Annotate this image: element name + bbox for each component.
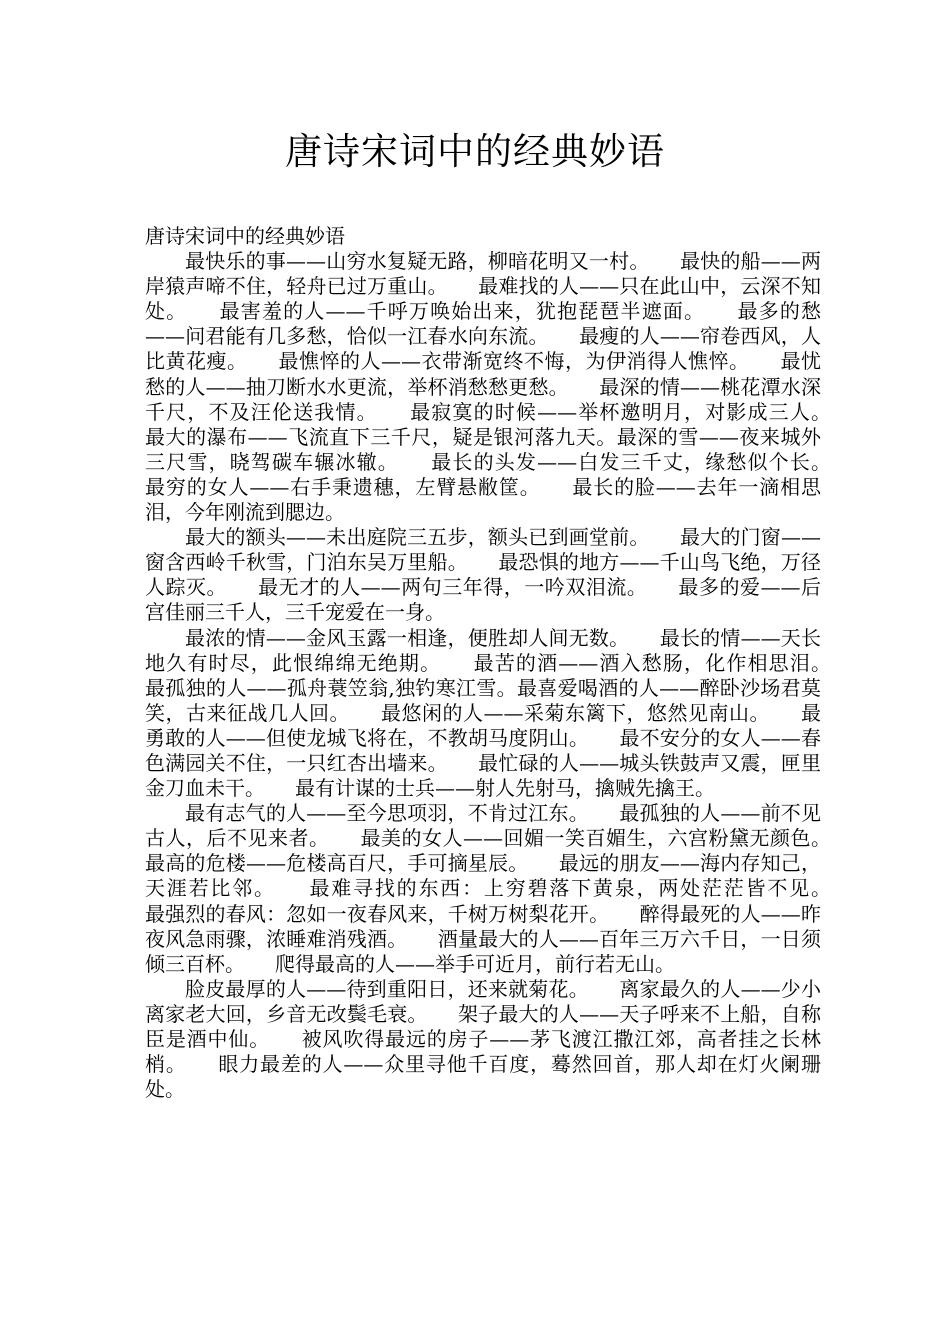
document-title: 唐诗宋词中的经典妙语 [285, 130, 665, 173]
paragraph: 最大的额头——未出庭院三五步，额头已到画堂前。 最大的门窗——窗含西岭千秋雪，门泊东吴万里船。 最恐惧的地方——千山鸟飞绝，万径人踪灭。 最无才的人——两句三年得，一吟双泪流。 最多的爱——后宫佳丽三千人，三千宠爱在一身。 [145, 525, 821, 625]
document-body [145, 224, 861, 1102]
paragraph: 最浓的情——金风玉露一相逢，便胜却人间无数。 最长的情——天长地久有时尽，此恨绵绵无绝期。 最苦的酒——酒入愁肠，化作相思泪。 最孤独的人——孤舟蓑笠翁,独钓寒江雪。最喜爱喝酒的人——醉卧沙场君莫笑，古来征战几人回。 最悠闲的人——采菊东篱下，悠然见南山。 最勇敢的人——但使龙城飞将在，不教胡马度阴山。 最不安分的女人——春色满园关不住，一只红杏出墙来。 最忙碌的人——城头铁鼓声又震，匣里金刀血未干。 最有计谋的士兵——射人先射马，擒贼先擒王。 [145, 625, 861, 801]
document-subtitle: 唐诗宋词中的经典妙语 [145, 224, 345, 248]
paragraph: 最有志气的人——至今思项羽，不肯过江东。 最孤独的人——前不见古人，后不见来者。 最美的女人——回媚一笑百媚生，六宫粉黛无颜色。 最高的危楼——危楼高百尺，手可摘星辰。 最远的朋友——海内存知己，天涯若比邻。 最难寻找的东西：上穷碧落下黄泉，两处茫茫皆不见。 最强烈的春风：忽如一夜春风来，千树万树梨花开。 醉得最死的人——昨夜风急雨骤，浓睡难消残酒。 酒量最大的人——百年三万六千日，一日须倾三百杯。 爬得最高的人——举手可近月，前行若无山。 [145, 801, 861, 976]
paragraph: 最快乐的事——山穷水复疑无路，柳暗花明又一村。 最快的船——两岸猿声啼不住，轻舟已过万重山。 最难找的人——只在此山中，云深不知处。 最害羞的人——千呼万唤始出来，犹抱琵琶半遮面。 最多的愁——问君能有几多愁，恰似一江春水向东流。 最瘦的人——帘卷西风，人比黄花瘦。 最憔悴的人——衣带渐宽终不悔，为伊消得人憔悴。 最忧愁的人——抽刀断水水更流，举杯消愁愁更愁。 最深的情——桃花潭水深千尺，不及汪伦送我情。 最寂寞的时候——举杯邀明月，对影成三人。 最大的瀑布——飞流直下三千尺，疑是银河落九天。最深的雪——夜来城外三尺雪，晓驾碳车辗冰辙。 最长的头发——白发三千丈，缘愁似个长。 最穷的女人——右手秉遗穗，左臂悬敝筐。 最长的脸——去年一滴相思泪，今年刚流到腮边。 [145, 249, 861, 525]
paragraph: 脸皮最厚的人——待到重阳日，还来就菊花。 离家最久的人——少小离家老大回，乡音无改鬓毛衰。 架子最大的人——天子呼来不上船，自称臣是酒中仙。 被风吹得最远的房子——茅飞渡江撒江郊，高者挂之长林梢。 眼力最差的人——众里寻他千百度，蓦然回首，那人却在灯火阑珊处。 [145, 976, 821, 1102]
